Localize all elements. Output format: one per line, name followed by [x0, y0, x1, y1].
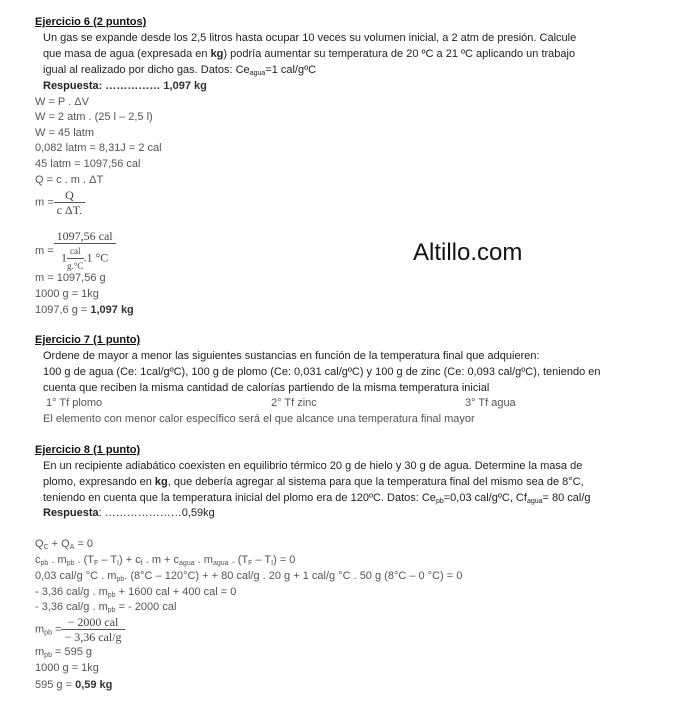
text: F: [248, 560, 253, 567]
text: – T: [252, 554, 272, 566]
text: 1097,6 g =: [35, 304, 91, 316]
text: 0,59 kg: [75, 679, 113, 691]
calc-result: [35, 678, 112, 692]
text: 1,097 kg: [90, 304, 134, 316]
numerator: Q: [54, 188, 85, 203]
text: = - 2000 cal: [115, 601, 177, 613]
text: kg: [210, 48, 224, 60]
text: A: [69, 544, 75, 551]
calc-line: 1000 g = 1kg: [35, 662, 99, 674]
calc-line: 45 latm = 1097,56 cal: [35, 158, 141, 170]
calc-line: 1000 g = 1kg: [35, 288, 99, 300]
text: m =: [35, 196, 54, 209]
answer-value: : …………… 1,097 kg: [98, 80, 207, 92]
order-2: 2° Tf zinc: [271, 397, 317, 409]
text: plomo, expresando en: [43, 476, 155, 488]
text: . m: [48, 554, 67, 566]
text: . m: [194, 554, 213, 566]
text: pb: [116, 576, 125, 583]
text: = 595 g: [51, 646, 93, 658]
text: + 1600 cal + 400 cal = 0: [115, 586, 237, 598]
order-1: 1° Tf plomo: [46, 397, 103, 409]
text: agua: [526, 498, 543, 505]
ej8-text: En un recipiente adiabático coexisten en equilibrio térmico 20 g de hielo y 30 g de agua. Determine la masa de: [43, 460, 583, 472]
text: I: [271, 560, 274, 567]
calc-line: W = P . ΔV: [35, 96, 89, 108]
text: pb: [44, 652, 52, 659]
watermark: Altillo.com: [413, 239, 523, 266]
text: = 80 cal/g: [542, 492, 591, 504]
text: . (T: [228, 554, 249, 566]
text: 595 g =: [35, 679, 76, 691]
text: agua: [249, 70, 266, 77]
text: pb: [40, 560, 49, 567]
ej7-text: Ordene de mayor a menor las siguientes sustancias en función de la temperatura final que adquieren:: [43, 350, 540, 362]
formula-mass: [35, 188, 85, 217]
text: c: [35, 554, 41, 566]
answer-label: Respuesta: [43, 80, 99, 92]
calc-line: 0,082 latm = 8,31J = 2 cal: [35, 142, 162, 154]
numerator: − 2000 cal: [61, 615, 124, 630]
calc-result: [35, 303, 134, 317]
text: . m + c: [142, 554, 180, 566]
text: agua: [179, 560, 195, 567]
text: m =: [35, 244, 54, 257]
text: ) podría aumentar su temperatura de 20 ºC a 21 ºC aplicando un trabajo: [223, 48, 576, 60]
text: Q: [35, 538, 44, 550]
ej7-text: 100 g de agua (Ce: 1cal/gºC), 100 g de plomo (Ce: 0,031 cal/gºC) y 100 g de zinc (Ce: 0,093 cal/gºC), teniendo en: [43, 366, 601, 378]
text: teniendo en cuenta que la temperatura inicial del plomo era de 120ºC. Datos: Ce: [43, 492, 436, 504]
text: ) + c: [119, 554, 141, 566]
text: – T: [98, 554, 118, 566]
text: .1 °C: [83, 250, 109, 265]
text: m: [35, 646, 45, 658]
text: - 3,36 cal/g . m: [35, 586, 108, 598]
ej8-title: Ejercicio 8 (1 punto): [35, 444, 141, 456]
text: f: [140, 560, 143, 567]
text: pb: [66, 560, 75, 567]
text: - 3,36 cal/g . m: [35, 601, 108, 613]
text: pb: [107, 607, 116, 614]
text: igual al realizado por dicho gas. Datos: Ce: [43, 64, 250, 76]
text: =0,03 cal/gºC, Cf: [443, 492, 527, 504]
answer-label: Respuesta: [43, 507, 99, 519]
text: I: [117, 560, 119, 567]
denominator: − 3,36 cal/g: [64, 630, 122, 644]
text: ) = 0: [273, 554, 296, 566]
text: m: [35, 623, 45, 636]
calc-line: m = 1097,56 g: [35, 272, 106, 284]
ej7-title: Ejercicio 7 (1 punto): [35, 334, 141, 346]
calc-line: W = 2 atm . (25 l – 2,5 l): [35, 111, 153, 123]
text: + Q: [48, 538, 70, 550]
text: cal: [67, 244, 84, 259]
text: 1: [61, 250, 67, 265]
numerator: 1097,56 cal: [54, 229, 116, 244]
order-3: 3° Tf agua: [465, 397, 516, 409]
formula-mpb: [35, 615, 125, 644]
ej8-text: [43, 475, 584, 489]
text: kg: [154, 476, 168, 488]
ej8-answer: [43, 506, 215, 520]
ej7-conclusion: El elemento con menor calor específico será el que alcance una temperatura final mayor: [43, 413, 475, 425]
text: F: [94, 560, 99, 567]
text: g.°C: [67, 261, 84, 271]
text: pb: [435, 498, 444, 505]
text: C: [43, 544, 49, 551]
text: que masa de agua (expresada en: [43, 48, 211, 60]
answer-value: : …………………0,59kg: [98, 507, 215, 519]
text: . (T: [74, 554, 94, 566]
text: =1 cal/gºC: [265, 64, 317, 76]
formula-mass-values: [35, 229, 116, 273]
ej6-text: [43, 47, 575, 61]
ej6-answer: [43, 79, 207, 93]
ej7-text: cuenta que reciben la misma cantidad de calorías partiendo de la misma temperatura inicial: [43, 382, 490, 394]
text: 0,03 cal/g °C . m: [35, 570, 117, 582]
ej6-text: Un gas se expande desde los 2,5 litros hasta ocupar 10 veces su volumen inicial, a 2 atm de presión. Calcule: [43, 32, 577, 44]
text: . (8°C – 120°C) + + 80 cal/g . 20 g + 1 cal/g °C . 50 g (8°C – 0 °C) = 0: [124, 570, 463, 582]
text: pb: [107, 592, 116, 599]
calc-line: Q = c . m . ΔT: [35, 174, 104, 186]
denominator: c ΔT.: [56, 203, 83, 217]
text: agua: [212, 560, 229, 567]
text: =: [51, 623, 62, 636]
text: pb: [44, 629, 52, 637]
calc-line: W = 45 latm: [35, 127, 94, 139]
text: , que debería agregar al sistema para que la temperatura final del mismo sea de 8°C,: [167, 476, 584, 488]
ej6-title: Ejercicio 6 (2 puntos): [35, 16, 147, 28]
text: = 0: [74, 538, 94, 550]
